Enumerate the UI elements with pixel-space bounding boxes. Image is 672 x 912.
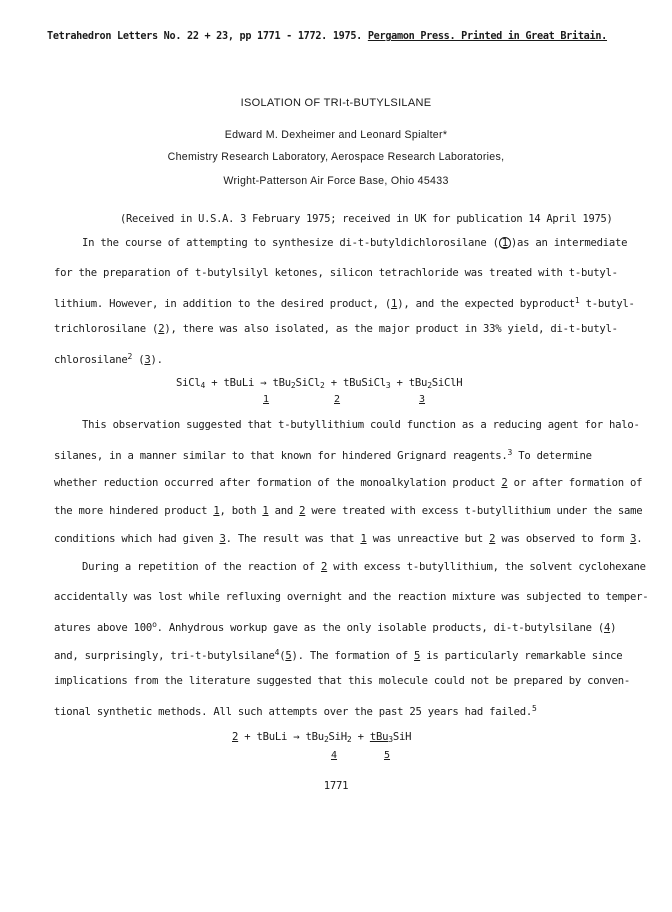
compound-ref: 3 <box>144 354 151 366</box>
compound-ref: 1 <box>391 298 398 310</box>
para3-line3: atures above 100$^o$. Anhydrous workup gave as the only isolable products, di-t-butylsilane (4) <box>54 620 617 634</box>
equation-1-label-1: 1 <box>263 394 270 405</box>
compound-ref: 2 <box>299 505 306 517</box>
compound-ref: 1 <box>213 505 220 517</box>
equation-2: 2 + tBuLi → tBu$_2$SiH$_2$ + tBu$_3$SiH <box>232 731 412 744</box>
para3-line5: implications from the literature suggested that this molecule could not be prepared by conven- <box>54 675 631 687</box>
para2-line1: This observation suggested that t-butyllithium could function as a reducing agent for halo- <box>82 419 640 431</box>
compound-ref: 2 <box>232 731 239 743</box>
compound-ref: 3 <box>630 533 637 545</box>
compound-ref: 4 <box>603 622 611 634</box>
compound-ref: 5 <box>285 650 292 662</box>
journal-citation: Tetrahedron Letters No. 22 + 23, pp 1771 - 1772. 1975. <box>47 31 368 42</box>
para3-line2: accidentally was lost while refluxing overnight and the reaction mixture was subjected to temper- <box>54 591 649 603</box>
para3-line1: During a repetition of the reaction of 2 with excess t-butyllithium, the solvent cyclohexane <box>82 561 646 573</box>
compound-ref: 2 <box>501 477 508 489</box>
footnote-ref: 1 <box>574 296 580 305</box>
footnote-ref: 5 <box>531 704 537 713</box>
compound-ref: 1 <box>499 237 511 249</box>
compound-ref: 1 <box>360 533 367 545</box>
para3-line6: tional synthetic methods. All such attempts over the past 25 years had failed.$^5$ <box>54 704 537 718</box>
journal-publisher: Pergamon Press. Printed in Great Britain. <box>367 31 608 42</box>
affiliation-line-2: Wright-Patterson Air Force Base, Ohio 45433 <box>223 175 449 187</box>
page-number: 1771 <box>323 780 349 792</box>
paper-title: ISOLATION OF TRI-t-BUTYLSILANE <box>240 97 432 109</box>
received-dates: (Received in U.S.A. 3 February 1975; received in UK for publication 14 April 1975) <box>120 213 613 225</box>
compound-ref: 2 <box>158 323 165 335</box>
footnote-ref: 3 <box>507 448 513 457</box>
journal-header <box>47 30 607 44</box>
footnote-ref: 2 <box>127 352 133 361</box>
compound-ref: 5 <box>414 650 421 662</box>
para2-line4: the more hindered product 1, both 1 and 2 were treated with excess t-butyllithium under the same <box>54 505 643 517</box>
footnote-ref: 4 <box>274 648 280 657</box>
equation-1: SiCl$_4$ + tBuLi → tBu$_2$SiCl$_2$ + tBuSiCl$_3$ + tBu$_2$SiClH <box>176 377 463 390</box>
compound-ref: 3 <box>219 533 226 545</box>
para2-line2: silanes, in a manner similar to that known for hindered Grignard reagents.$^3$ To determine <box>54 448 592 462</box>
para1-line1: In the course of attempting to synthesize di-t-butyldichlorosilane ( 1 )as an intermediate <box>82 237 628 249</box>
compound-ref: 2 <box>489 533 496 545</box>
authors: Edward M. Dexheimer and Leonard Spialter* <box>224 129 448 141</box>
equation-1-label-3: 3 <box>419 394 426 405</box>
equation-2-label-5: 5 <box>384 750 391 761</box>
compound-ref: 1 <box>262 505 269 517</box>
para2-line5: conditions which had given 3. The result was that 1 was unreactive but 2 was observed to form 3. <box>54 533 643 545</box>
para1-line5: chlorosilane$^2$ (3). <box>54 352 163 366</box>
para1-line4: trichlorosilane (2), there was also isolated, as the major product in 33% yield, di-t-butyl- <box>54 323 618 335</box>
affiliation-line-1: Chemistry Research Laboratory, Aerospace Research Laboratories, <box>167 151 505 163</box>
para2-line3: whether reduction occurred after formation of the monoalkylation product 2 or after formation of <box>54 477 643 489</box>
para3-line4: and, surprisingly, tri-t-butylsilane$^4$(5). The formation of 5 is particularly remarkable since <box>54 648 623 662</box>
para1-line2: for the preparation of t-butylsilyl ketones, silicon tetrachloride was treated with t-butyl- <box>54 267 618 279</box>
equation-1-label-2: 2 <box>334 394 341 405</box>
compound-ref: 2 <box>321 561 328 573</box>
para1-line3: lithium. However, in addition to the desired product, (1), and the expected byproduct$^1$ t-butyl- <box>54 296 635 310</box>
equation-2-label-4: 4 <box>331 750 338 761</box>
